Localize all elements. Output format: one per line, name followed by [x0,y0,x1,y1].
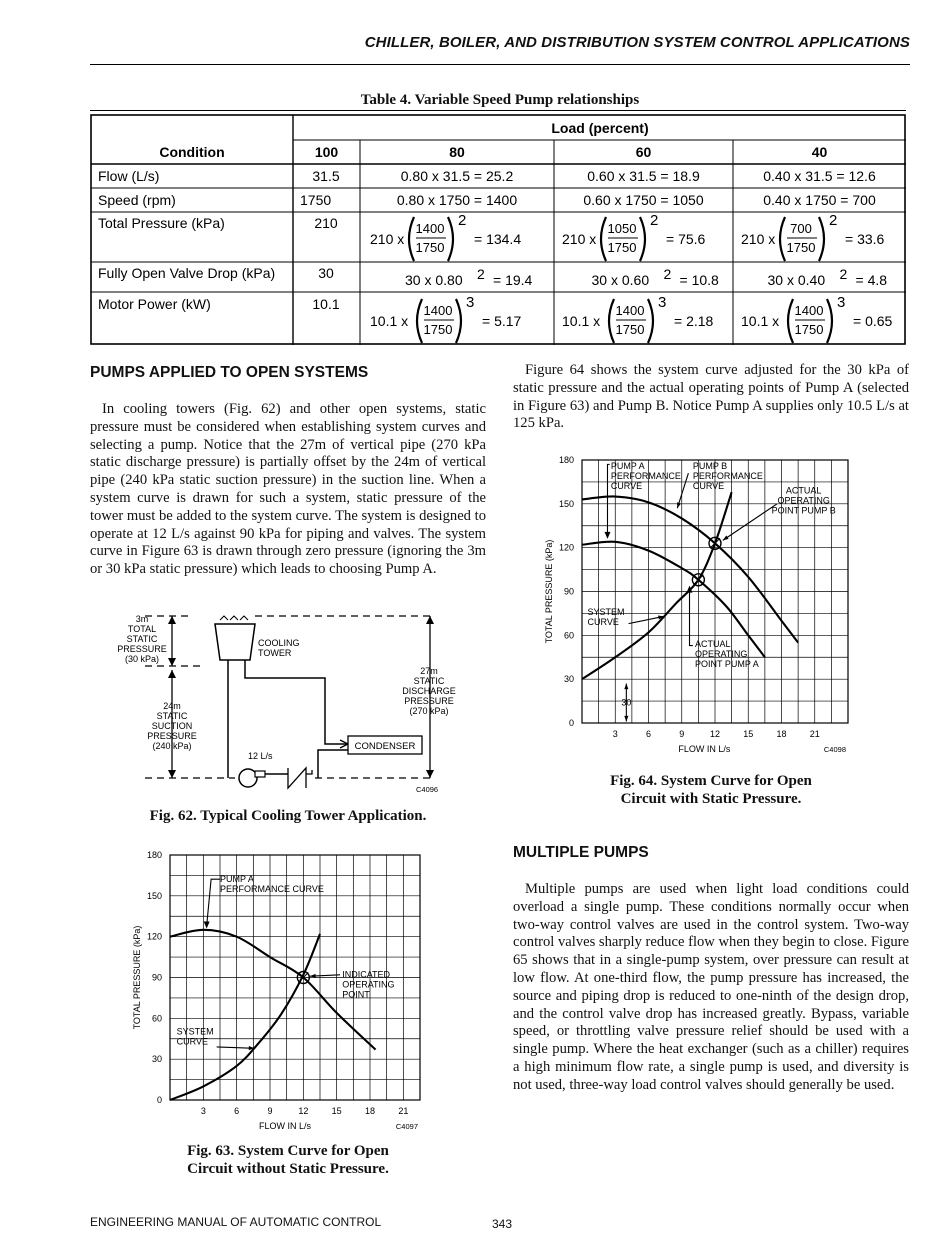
x-tick-label: 18 [364,1106,376,1116]
pump-relationships-table [90,114,906,345]
annotation-label: PUMP A [610,460,645,471]
paren-right [456,299,461,343]
x-tick-label: 6 [234,1106,240,1116]
check-valve-icon [288,768,306,788]
annotation-label: OPERATING [342,979,395,990]
annotation-label: ACTUAL [785,485,822,496]
annotation-label: POINT PUMP A [695,659,759,670]
exponent: 3 [466,294,475,311]
table-cell-factor: 10.1 x [370,313,409,329]
y-tick-label: 120 [146,931,162,942]
table-cell-result: = 0.65 [853,313,893,329]
annotation-label: CURVE [692,480,725,491]
annotation-label: CURVE [610,480,643,491]
figure-label: PRESSURE [404,696,454,706]
caption-line: Circuit without Static Pressure. [187,1161,389,1177]
caption-line: Fig. 64. System Curve for Open [610,773,812,789]
exponent: 3 [837,294,846,311]
y-tick-label: 90 [563,586,574,597]
fraction-denominator: 1750 [415,240,445,255]
x-tick-label: 9 [267,1106,273,1116]
figure-label: PRESSURE [147,731,197,741]
arrowhead [168,658,176,666]
fraction-numerator: 1400 [615,303,645,318]
annotation-label: ACTUAL [695,639,731,650]
figure-label: 27m [420,666,438,676]
figure-label: (30 kPa) [124,654,160,664]
x-tick-label: 15 [331,1106,342,1116]
paragraph-text: Multiple pumps are used when light load conditions could overload a single pump. These conditions normally occur when two-way control valves are used in the control system. Two-way control valves sharply reduce flow when they begin to close. Figure 65 shows that in a single-pump system, over pressure can result at low flow. At one-third flow, the pump pressure has increased, the source and piping drop is reduced to one-ninth of the design drop, and the control valve drop has increased greatly. Bypass, variable speed, or throttling valve pressure relief should be used with a single pump. Where the heat exchanger (such as a chiller) requires a high minimum flow rate, a single pump is used, and diversity is not used, three-way load control valves should generally be used. [513,881,909,1093]
figure-code: C4098 [823,745,846,754]
fraction-denominator: 1750 [786,240,816,255]
arrowhead [168,616,176,624]
figure-label: PRESSURE [117,644,167,654]
figure-label: DISCHARGE [402,686,456,696]
fraction-numerator: 1400 [415,221,445,236]
table-cell-100: 30 [318,265,334,281]
x-tick-label: 3 [200,1106,206,1116]
table-cell-100: 31.5 [312,168,340,184]
y-tick-label: 150 [558,498,574,509]
figure-label: (270 kPa) [409,706,449,716]
fraction-numerator: 1400 [794,303,824,318]
arrowhead [624,684,628,690]
figure-label: TOWER [258,648,292,658]
y-tick-label: 30 [563,674,574,685]
figure-label: STATIC [156,711,188,721]
table-header-load: Load (percent) [551,120,649,136]
series-system-curve [170,934,320,1100]
table-cell: 0.60 x 31.5 = 18.9 [587,168,700,184]
table-cell-100: 1750 [300,192,332,208]
fraction-numerator: 700 [790,221,812,236]
y-tick-label: 0 [568,718,574,728]
table-header-condition: Condition [159,144,225,160]
section-heading-open-systems: PUMPS APPLIED TO OPEN SYSTEMS [90,364,369,381]
exponent: 2 [458,212,467,229]
table-header-load-value: 80 [449,144,465,160]
fraction-numerator: 1400 [423,303,453,318]
table-row-label: Speed (rpm) [98,192,176,208]
figure-64-caption [513,772,909,808]
annotation-leader [217,1047,255,1048]
figure-63-chart [120,845,440,1135]
cooling-tower-icon [215,624,255,660]
flow-label: 12 L/s [248,751,273,761]
table-cell-result: = 10.8 [679,272,719,288]
paren-left [609,299,614,343]
x-tick-label: 21 [809,729,820,739]
y-tick-label: 90 [151,972,162,983]
paragraph-open-systems [90,401,486,579]
figure-label: 24m [163,701,181,711]
figure-label: STATIC [413,676,445,686]
paren-right [819,217,824,261]
y-axis-label: TOTAL PRESSURE (kPa) [544,539,554,644]
exponent: 2 [839,266,848,282]
annotation-label: SYSTEM [587,606,625,617]
fraction-denominator: 1750 [423,322,453,337]
x-tick-label: 3 [612,729,618,739]
annotation-label: PERFORMANCE [692,470,763,481]
pipe-return [245,660,348,744]
arrowhead [426,770,434,778]
figure-label: (240 kPa) [152,741,192,751]
table-row-label: Motor Power (kW) [98,296,211,312]
table-title: Table 4. Variable Speed Pump relationships [360,92,640,108]
y-tick-label: 0 [156,1095,162,1105]
exponent: 2 [663,266,672,282]
paren-left [417,299,422,343]
paren-right [648,299,653,343]
series-pump-a-performance-curve [582,542,765,658]
header-rule [90,64,910,65]
x-tick-label: 18 [776,729,787,739]
table-cell-result: = 134.4 [474,231,522,247]
table-cell-result: = 4.8 [855,272,888,288]
annotation-label: CURVE [176,1036,209,1047]
table-cell-result: = 33.6 [845,231,885,247]
arrowhead [204,922,210,929]
figure-code: C4097 [395,1122,418,1131]
exponent: 2 [829,212,838,229]
static-offset-label: 30 [621,697,632,708]
figure-62-cooling-tower [100,608,460,798]
paren-right [448,217,453,261]
y-axis-label: TOTAL PRESSURE (kPa) [132,925,142,1030]
x-tick-label: 9 [679,729,685,739]
y-tick-label: 150 [146,890,162,901]
annotation-label: PUMP A [220,874,254,885]
table-cell-100: 10.1 [312,296,340,312]
annotation-leader [723,504,777,541]
annotation-label: PUMP B [692,460,728,471]
exponent: 2 [650,212,659,229]
arrowhead [168,770,176,778]
table-cell-base: 30 x 0.80 [405,272,463,288]
table-row-label: Flow (L/s) [98,168,160,184]
y-tick-label: 180 [146,850,162,860]
figure-label: SUCTION [151,721,193,731]
running-header: CHILLER, BOILER, AND DISTRIBUTION SYSTEM CONTROL APPLICATIONS [364,34,910,51]
caption-line: Fig. 63. System Curve for Open [187,1143,389,1159]
x-tick-label: 21 [398,1106,409,1116]
annotation-label: OPERATING [777,495,830,506]
fraction-denominator: 1750 [794,322,824,337]
figure-label: 3m [135,614,149,624]
paren-right [640,217,645,261]
y-tick-label: 60 [563,630,574,641]
arrowhead [426,616,434,624]
arrowhead [723,536,729,541]
x-tick-label: 15 [743,729,754,739]
annotation-leader [690,589,693,646]
footer-manual-title: ENGINEERING MANUAL OF AUTOMATIC CONTROL [90,1215,382,1229]
x-tick-label: 12 [298,1106,309,1116]
condenser-label: CONDENSER [354,741,416,752]
paren-right [827,299,832,343]
y-tick-label: 120 [558,542,574,553]
table-cell-factor: 210 x [562,231,597,247]
annotation-label: INDICATED [342,969,391,980]
annotation-label: POINT PUMP B [771,505,836,516]
paragraph-text: Figure 64 shows the system curve adjusted for the 30 kPa of static pressure and the actual operating points of Pump A (selected in Figure 63) and Pump B. Notice Pump A supplies only 10.5 L/s at 125 kPa. [513,362,909,432]
spray-icon [220,616,248,620]
table-cell-result: = 19.4 [493,272,533,288]
x-axis-label: FLOW IN L/s [258,1121,312,1131]
paragraph-multiple-pumps [513,881,909,1095]
x-tick-label: 6 [645,729,652,739]
pipe-condenser [318,750,348,778]
paren-left [780,217,785,261]
table-cell-result: = 75.6 [666,231,706,247]
arrowhead [168,670,176,678]
pump-outlet [255,771,265,777]
fraction-denominator: 1750 [615,322,645,337]
annotation-label: SYSTEM [176,1026,214,1037]
table-cell-base: 30 x 0.40 [767,272,826,288]
paren-left [409,217,414,261]
table-cell: 0.60 x 1750 = 1050 [583,192,704,208]
paragraph-fig64 [513,362,909,433]
y-tick-label: 30 [151,1054,162,1065]
arrowhead [604,532,610,539]
paren-left [601,217,606,261]
table-cell-result: = 5.17 [482,313,522,329]
annotation-label: PERFORMANCE CURVE [220,884,324,895]
page-number: 343 [492,1217,513,1231]
table-cell: 0.80 x 31.5 = 25.2 [400,168,514,184]
table-cell: 0.40 x 1750 = 700 [763,192,876,208]
table-row-label: Fully Open Valve Drop (kPa) [98,265,276,281]
table-header-load-value: 40 [811,144,828,160]
pump-icon [239,769,257,787]
annotation-label: CURVE [587,616,619,627]
annotation-leader [207,879,220,926]
paren-left [788,299,793,343]
annotation-label: PERFORMANCE [610,470,681,481]
table-cell-100: 210 [314,215,338,231]
section-heading-multiple-pumps: MULTIPLE PUMPS [513,844,649,861]
figure-label: STATIC [126,634,158,644]
table-cell-factor: 210 x [370,231,405,247]
figure-label: COOLING [258,638,300,648]
annotation-label: OPERATING [695,649,748,660]
table-header-load-value: 60 [635,144,652,160]
figure-64-chart [540,450,860,760]
figure-63-caption [90,1142,486,1178]
table-cell: 0.40 x 31.5 = 12.6 [763,168,876,184]
y-tick-label: 60 [151,1013,162,1024]
table-top-rule [90,110,906,111]
table-cell-base: 30 x 0.60 [591,272,650,288]
figure-code: C4096 [416,785,439,794]
fraction-numerator: 1050 [607,221,637,236]
figure-label: TOTAL [127,624,157,634]
table-cell-factor: 10.1 x [741,313,780,329]
annotation-label: POINT [342,989,370,1000]
figure-62-caption: Fig. 62. Typical Cooling Tower Application. [149,808,427,824]
caption-line: Circuit with Static Pressure. [620,791,802,807]
y-tick-label: 180 [558,455,574,465]
arrowhead [677,502,681,508]
fraction-denominator: 1750 [607,240,637,255]
table-cell-factor: 210 x [741,231,776,247]
table-header-load-value: 100 [314,144,339,160]
exponent: 2 [477,266,485,282]
pipe-line [306,770,312,774]
x-tick-label: 12 [709,729,721,739]
x-axis-label: FLOW IN L/s [678,744,731,754]
table-cell-result: = 2.18 [674,313,714,329]
arrowhead [624,716,628,722]
paragraph-text: In cooling towers (Fig. 62) and other open systems, static pressure must be considered when establishing system curves and selecting a pump. Notice that the 27m of vertical pipe (270 kPa static discharge pressure) is partially offset by the 24m of vertical pipe (240 kPa static suction pressure) in the suction line. When a system curve is drawn for such a system, static pressure of the tower must be added to the system curve. The system is designed to operate at 12 L/s against 90 kPa for piping and valves. The system curve in Figure 63 is drawn through zero pressure (ignoring the 3m or 30 kPa static pressure) which leads to choosing Pump A. [90,401,486,578]
table-cell: 0.80 x 1750 = 1400 [396,192,518,208]
exponent: 3 [658,294,667,311]
annotation-leader [607,464,609,536]
table-cell-factor: 10.1 x [562,313,601,329]
table-row-label: Total Pressure (kPa) [98,215,225,231]
